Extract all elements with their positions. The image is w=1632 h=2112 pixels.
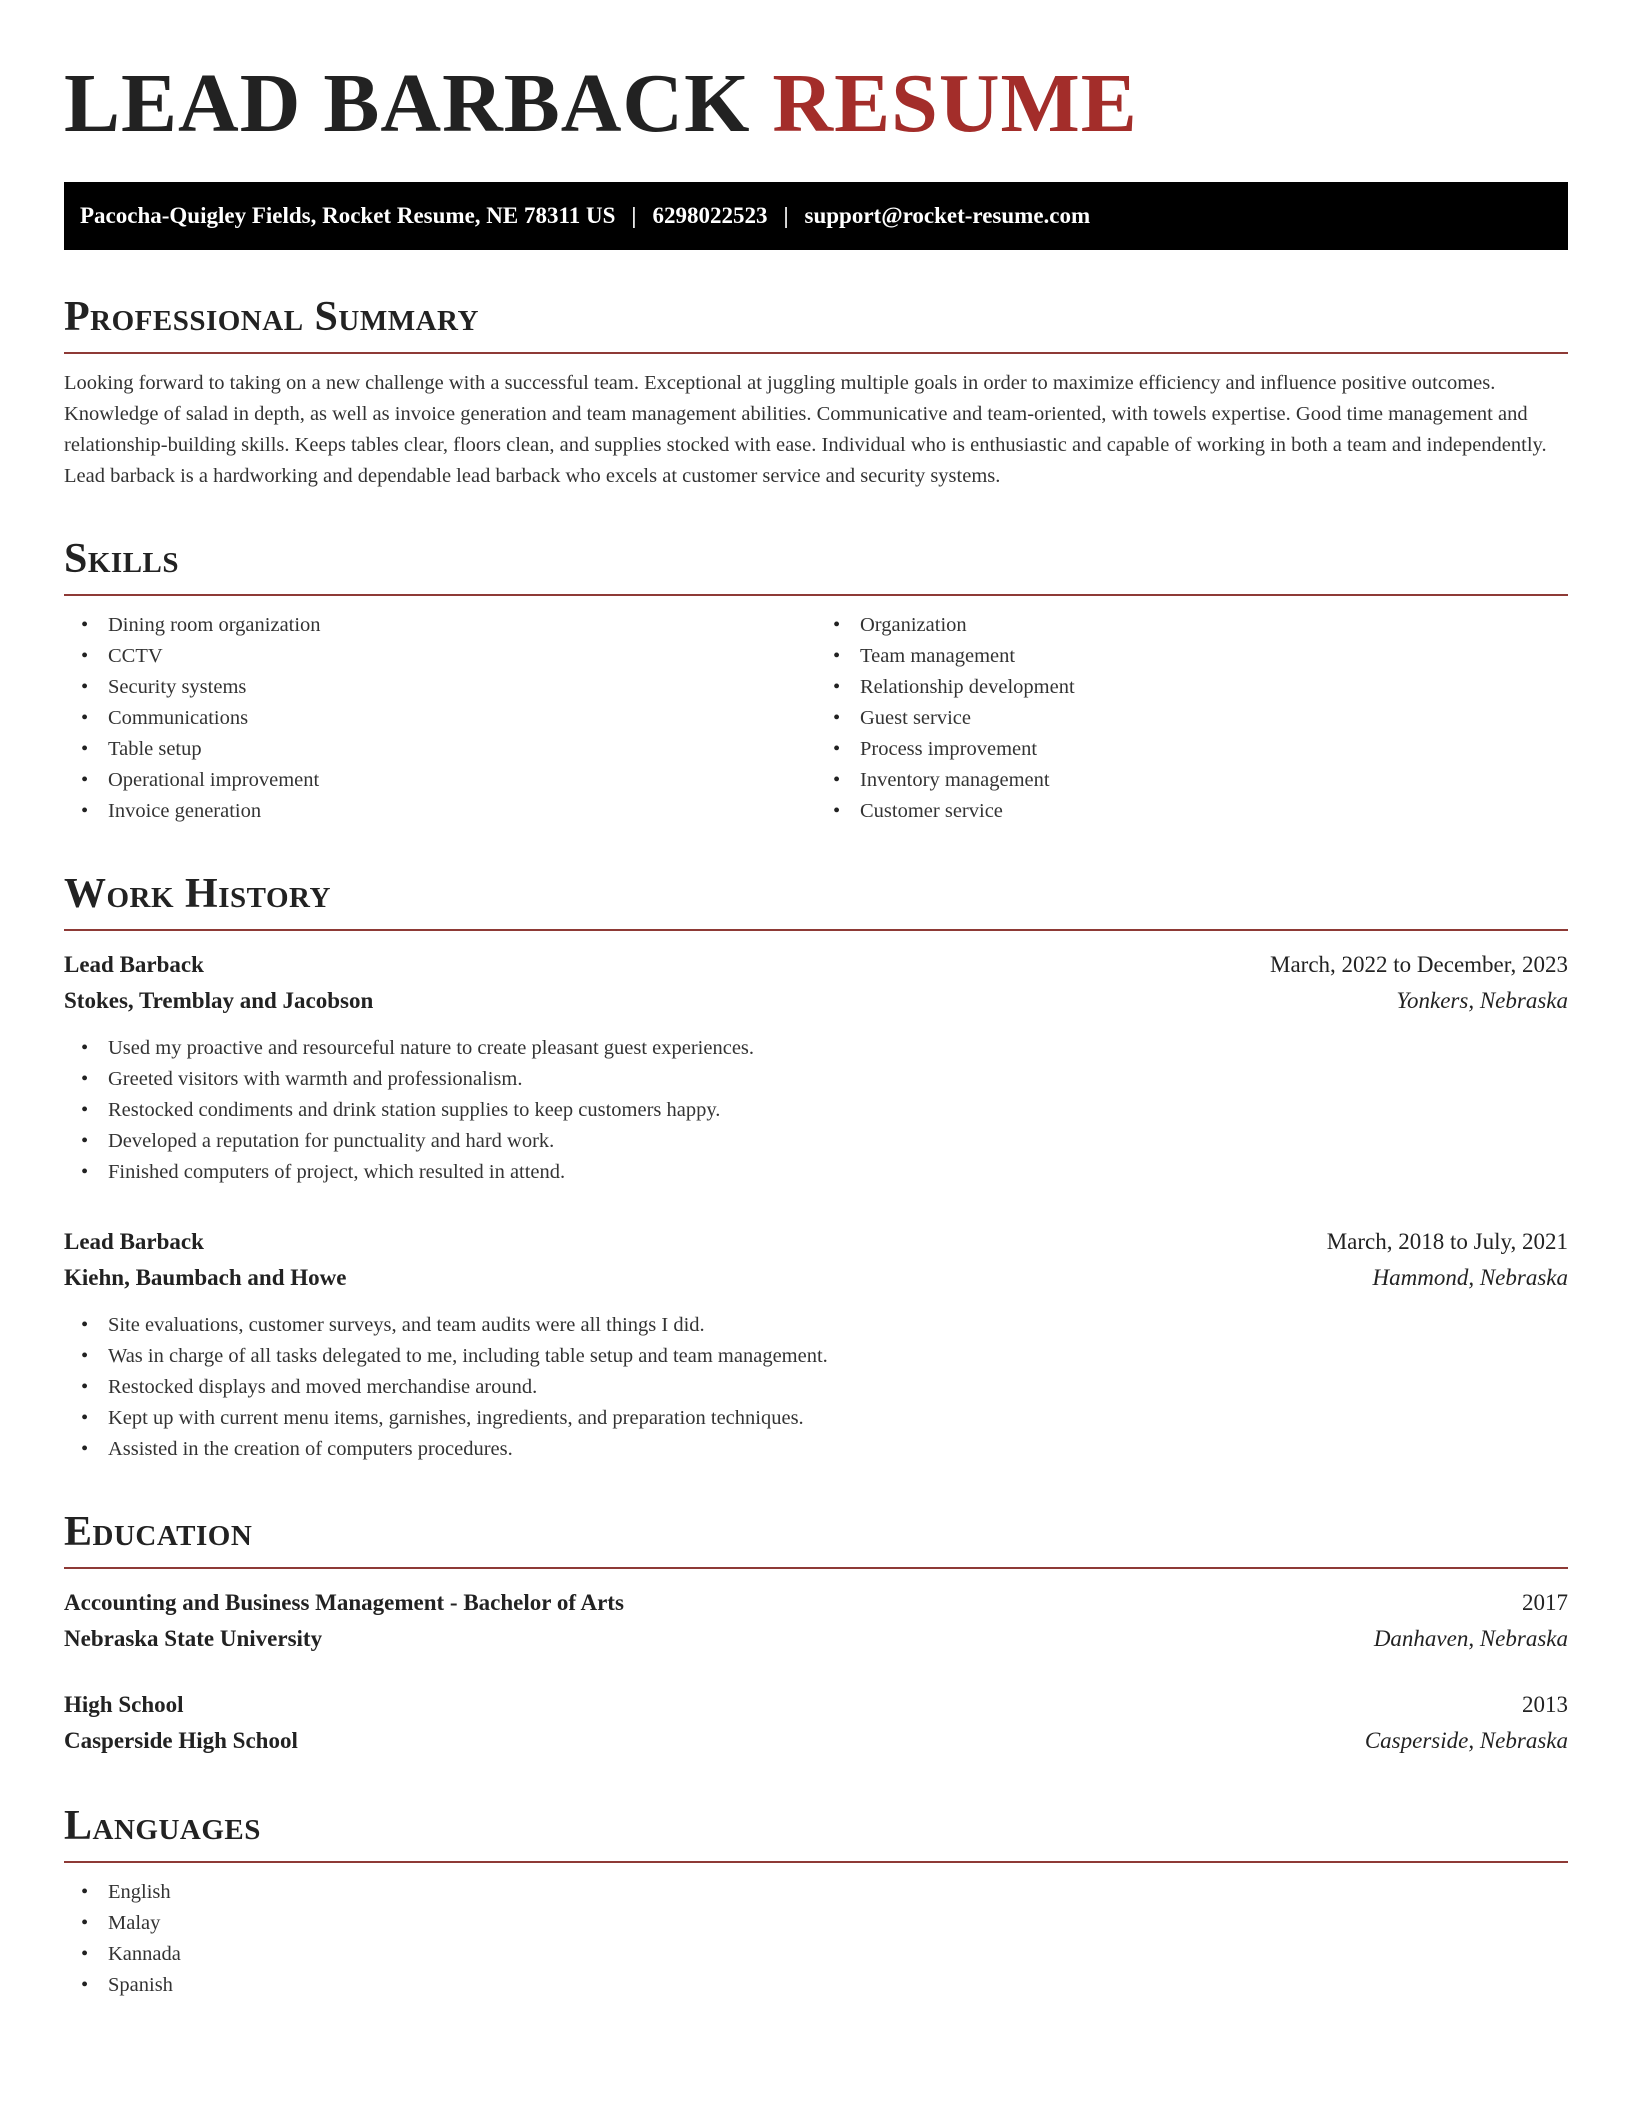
job-duty: • Kept up with current menu items, garnishes, ingredients, and preparation techniques.: [64, 1403, 1568, 1434]
education-location: Casperside, Nebraska: [1364, 1728, 1568, 1753]
language-item: • Malay: [64, 1908, 1568, 1939]
skill-item: • Operational improvement: [64, 765, 816, 796]
skill-item: • Dining room organization: [64, 610, 816, 641]
skill-item: • Organization: [816, 610, 1568, 641]
skill-item: • Inventory management: [816, 765, 1568, 796]
title-accent: RESUME: [772, 57, 1138, 150]
job-duty: • Restocked condiments and drink station supplies to keep customers happy.: [64, 1095, 1568, 1126]
skill-item: • Communications: [64, 703, 816, 734]
job-entry: [64, 1224, 1568, 1465]
job-position: Lead Barback: [64, 1229, 204, 1254]
job-location: Hammond, Nebraska: [1372, 1265, 1568, 1290]
skill-item: • Team management: [816, 641, 1568, 672]
job-duty: • Assisted in the creation of computers procedures.: [64, 1434, 1568, 1465]
resume-title: [64, 0, 1568, 152]
language-item: • Spanish: [64, 1970, 1568, 2001]
job-duty: • Greeted visitors with warmth and professionalism.: [64, 1064, 1568, 1095]
job-company: Stokes, Tremblay and Jacobson: [64, 988, 374, 1013]
work-section: [64, 871, 1568, 1465]
education-school-row: [64, 1621, 1568, 1657]
education-school: Nebraska State University: [64, 1626, 323, 1651]
job-duties: [64, 1310, 1568, 1465]
job-position: Lead Barback: [64, 952, 204, 977]
education-school-row: [64, 1723, 1568, 1759]
education-entry: [64, 1687, 1568, 1759]
education-heading: Education: [64, 1509, 1568, 1569]
skill-item: • Customer service: [816, 796, 1568, 827]
skill-item: • Invoice generation: [64, 796, 816, 827]
summary-section: [64, 294, 1568, 492]
work-heading: Work History: [64, 871, 1568, 931]
language-item: • Kannada: [64, 1939, 1568, 1970]
language-item: • English: [64, 1877, 1568, 1908]
education-entry: [64, 1585, 1568, 1657]
languages-list: [64, 1877, 1568, 2001]
job-duty: • Developed a reputation for punctuality and hard work.: [64, 1126, 1568, 1157]
skills-list-left: [64, 610, 816, 827]
job-company-row: [64, 983, 1568, 1019]
contact-separator: |: [631, 203, 637, 228]
education-school: Casperside High School: [64, 1728, 298, 1753]
languages-section: [64, 1803, 1568, 2001]
contact-phone: 6298022523: [652, 203, 768, 228]
summary-text: Looking forward to taking on a new challenge with a successful team. Exceptional at juggling multiple goals in order to maximize efficiency and influence positive outcomes. Knowledge of salad in depth, as well as invoice generation and team management abilities. Communicative and team-oriented, with towels expertise. Good time management and relationship-building skills. Keeps tables clear, floors clean, and supplies stocked with ease. Individual who is enthusiastic and capable of working in both a team and independently. Lead barback is a hardworking and dependable lead barback who excels at customer service and security systems.: [64, 372, 1547, 487]
summary-heading: Professional Summary: [64, 294, 1568, 354]
title-main: LEAD BARBACK: [64, 57, 751, 150]
job-duty: • Was in charge of all tasks delegated to me, including table setup and team management.: [64, 1341, 1568, 1372]
education-year: 2017: [1522, 1590, 1568, 1615]
contact-separator: |: [783, 203, 789, 228]
education-year: 2013: [1522, 1692, 1568, 1717]
job-header-row: [64, 947, 1568, 983]
skill-item: • CCTV: [64, 641, 816, 672]
skill-item: • Security systems: [64, 672, 816, 703]
job-entry: [64, 947, 1568, 1188]
skill-item: • Guest service: [816, 703, 1568, 734]
skills-section: [64, 536, 1568, 827]
job-dates: March, 2018 to July, 2021: [1326, 1229, 1568, 1254]
contact-bar: [64, 182, 1568, 250]
languages-heading: Languages: [64, 1803, 1568, 1863]
job-company: Kiehn, Baumbach and Howe: [64, 1265, 347, 1290]
job-company-row: [64, 1260, 1568, 1296]
education-degree-row: [64, 1687, 1568, 1723]
job-duties: [64, 1033, 1568, 1188]
education-degree: Accounting and Business Management - Bachelor of Arts: [64, 1590, 624, 1615]
skills-heading: Skills: [64, 536, 1568, 596]
job-duty: • Restocked displays and moved merchandise around.: [64, 1372, 1568, 1403]
contact-address: Pacocha-Quigley Fields, Rocket Resume, NE 78311 US: [80, 203, 616, 228]
skill-item: • Relationship development: [816, 672, 1568, 703]
job-duty: • Finished computers of project, which resulted in attend.: [64, 1157, 1568, 1188]
education-location: Danhaven, Nebraska: [1373, 1626, 1568, 1651]
job-duty: • Used my proactive and resourceful nature to create pleasant guest experiences.: [64, 1033, 1568, 1064]
skills-grid: [64, 596, 1568, 827]
job-header-row: [64, 1224, 1568, 1260]
education-degree: High School: [64, 1692, 184, 1717]
job-dates: March, 2022 to December, 2023: [1270, 952, 1568, 977]
education-degree-row: [64, 1585, 1568, 1621]
education-section: [64, 1509, 1568, 1759]
contact-email: support@rocket-resume.com: [804, 203, 1091, 228]
skill-item: • Table setup: [64, 734, 816, 765]
skills-list-right: [816, 610, 1568, 827]
skill-item: • Process improvement: [816, 734, 1568, 765]
job-duty: • Site evaluations, customer surveys, and team audits were all things I did.: [64, 1310, 1568, 1341]
job-location: Yonkers, Nebraska: [1396, 988, 1568, 1013]
